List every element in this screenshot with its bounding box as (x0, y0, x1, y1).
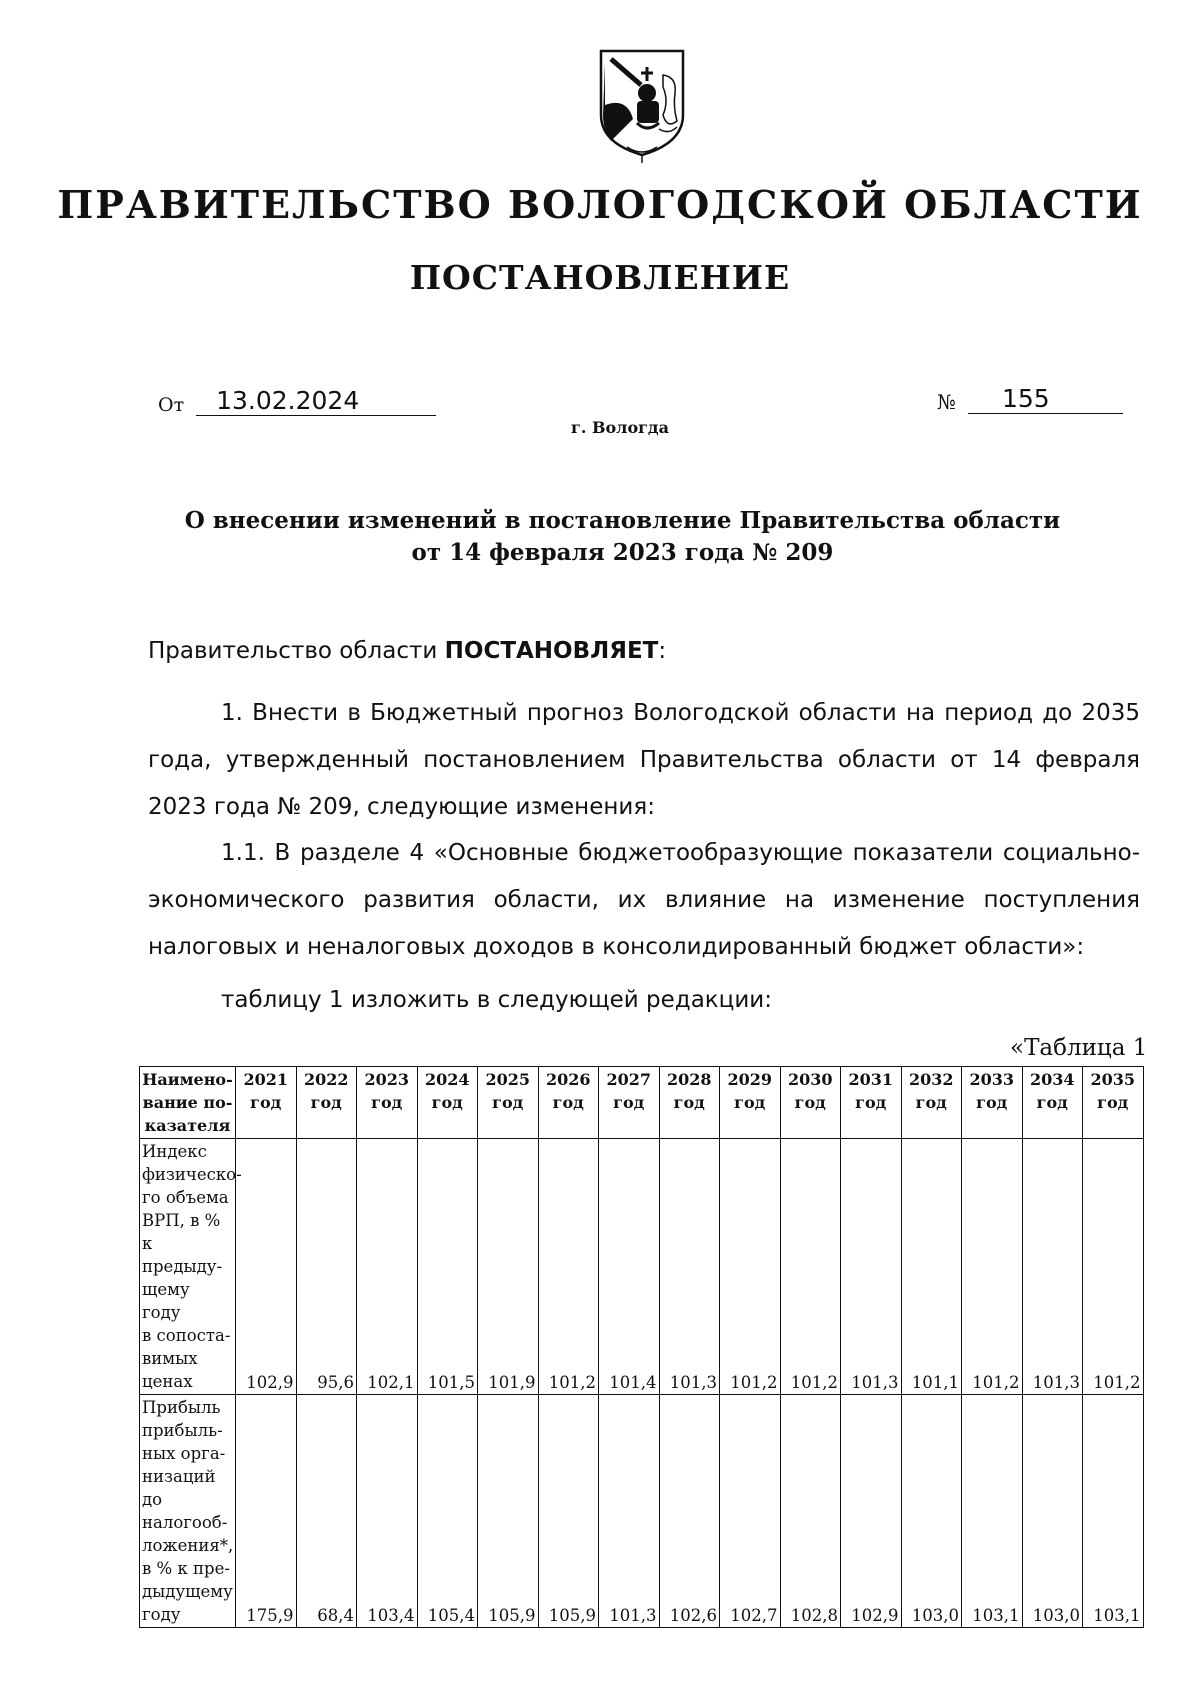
table-cell: 101,3 (841, 1139, 902, 1395)
document-date: 13.02.2024 (196, 387, 436, 416)
year-header: 2026 год (538, 1067, 599, 1139)
year-header: 2031 год (841, 1067, 902, 1139)
table-cell: 103,0 (1022, 1395, 1083, 1628)
table-cell: 101,2 (962, 1139, 1023, 1395)
table-cell: 175,9 (236, 1395, 297, 1628)
date-prefix: От (158, 394, 185, 416)
table-cell: 103,1 (1083, 1395, 1144, 1628)
table-cell: 101,4 (599, 1139, 660, 1395)
table-cell: 102,9 (841, 1395, 902, 1628)
table-cell: 101,3 (599, 1395, 660, 1628)
paragraph-1: 1. Внести в Бюджетный прогноз Вологодской области на период до 2035 года, утвержденный постановлением Правительства области от 14 февраля 2023 года № 209, следующие изменения: (148, 700, 1140, 820)
year-header: 2033 год (962, 1067, 1023, 1139)
year-header: 2022 год (296, 1067, 357, 1139)
city: г. Вологда (571, 418, 669, 437)
coat-of-arms-icon (597, 45, 687, 165)
document-number-line (937, 385, 1123, 414)
document-date-line (158, 387, 436, 416)
resolves-paragraph (148, 628, 666, 675)
year-header: 2034 год (1022, 1067, 1083, 1139)
number-prefix: № (937, 390, 956, 414)
indicator-name: Индекс физическо- го объема ВРП, в % к предыду- щему году в сопоста- вимых ценах (140, 1139, 236, 1395)
table-cell: 101,3 (659, 1139, 720, 1395)
table-cell: 101,5 (417, 1139, 478, 1395)
table-cell: 68,4 (296, 1395, 357, 1628)
resolves-keyword: ПОСТАНОВЛЯЕТ (444, 638, 659, 664)
table-cell: 101,9 (478, 1139, 539, 1395)
table-cell: 105,9 (478, 1395, 539, 1628)
year-header: 2032 год (901, 1067, 962, 1139)
table-cell: 101,2 (720, 1139, 781, 1395)
indicator-name: Прибыль прибыль- ных орга- низаций до налогооб- ложения*, в % к пре- дыдущему году (140, 1395, 236, 1628)
table-row (140, 1395, 1144, 1628)
table-cell: 102,8 (780, 1395, 841, 1628)
document-number: 155 (968, 385, 1123, 414)
document-type: ПОСТАНОВЛЕНИЕ (409, 258, 791, 297)
table-cell: 103,4 (357, 1395, 418, 1628)
indicators-table (139, 1066, 1144, 1628)
table-cell: 103,1 (962, 1395, 1023, 1628)
table-caption: «Таблица 1 (1010, 1035, 1148, 1061)
year-header: 2024 год (417, 1067, 478, 1139)
document-subject (0, 505, 1200, 569)
paragraph-1-1: 1.1. В разделе 4 «Основные бюджетообразующие показатели социально-экономического развития области, их влияние на изменение поступления налоговых и неналоговых доходов в консолидированный бюджет области»: (148, 840, 1140, 960)
resolves-prefix: Правительство области (148, 638, 445, 664)
resolves-suffix: : (658, 638, 667, 664)
table-cell: 103,0 (901, 1395, 962, 1628)
table-cell: 105,4 (417, 1395, 478, 1628)
table-header-row (140, 1067, 1144, 1139)
subject-line: О внесении изменений в постановление Правительства области (184, 507, 1061, 534)
year-header: 2027 год (599, 1067, 660, 1139)
table-cell: 101,2 (780, 1139, 841, 1395)
indicator-name-header: Наимено- вание по- казателя (140, 1067, 236, 1139)
year-header: 2035 год (1083, 1067, 1144, 1139)
table-cell: 102,9 (236, 1139, 297, 1395)
year-header: 2028 год (659, 1067, 720, 1139)
table-cell: 102,7 (720, 1395, 781, 1628)
table-cell: 101,2 (1083, 1139, 1144, 1395)
year-header: 2021 год (236, 1067, 297, 1139)
year-header: 2023 год (357, 1067, 418, 1139)
table-cell: 105,9 (538, 1395, 599, 1628)
table-cell: 102,1 (357, 1139, 418, 1395)
paragraph-table-intro: таблицу 1 изложить в следующей редакции: (221, 987, 772, 1013)
table-cell: 95,6 (296, 1139, 357, 1395)
year-header: 2025 год (478, 1067, 539, 1139)
subject-line: от 14 февраля 2023 года № 209 (411, 539, 834, 566)
table-cell: 101,3 (1022, 1139, 1083, 1395)
year-header: 2029 год (720, 1067, 781, 1139)
organization-title: ПРАВИТЕЛЬСТВО ВОЛОГОДСКОЙ ОБЛАСТИ (57, 182, 1143, 227)
year-header: 2030 год (780, 1067, 841, 1139)
table-cell: 101,1 (901, 1139, 962, 1395)
table-cell: 101,2 (538, 1139, 599, 1395)
table-cell: 102,6 (659, 1395, 720, 1628)
table-row (140, 1139, 1144, 1395)
